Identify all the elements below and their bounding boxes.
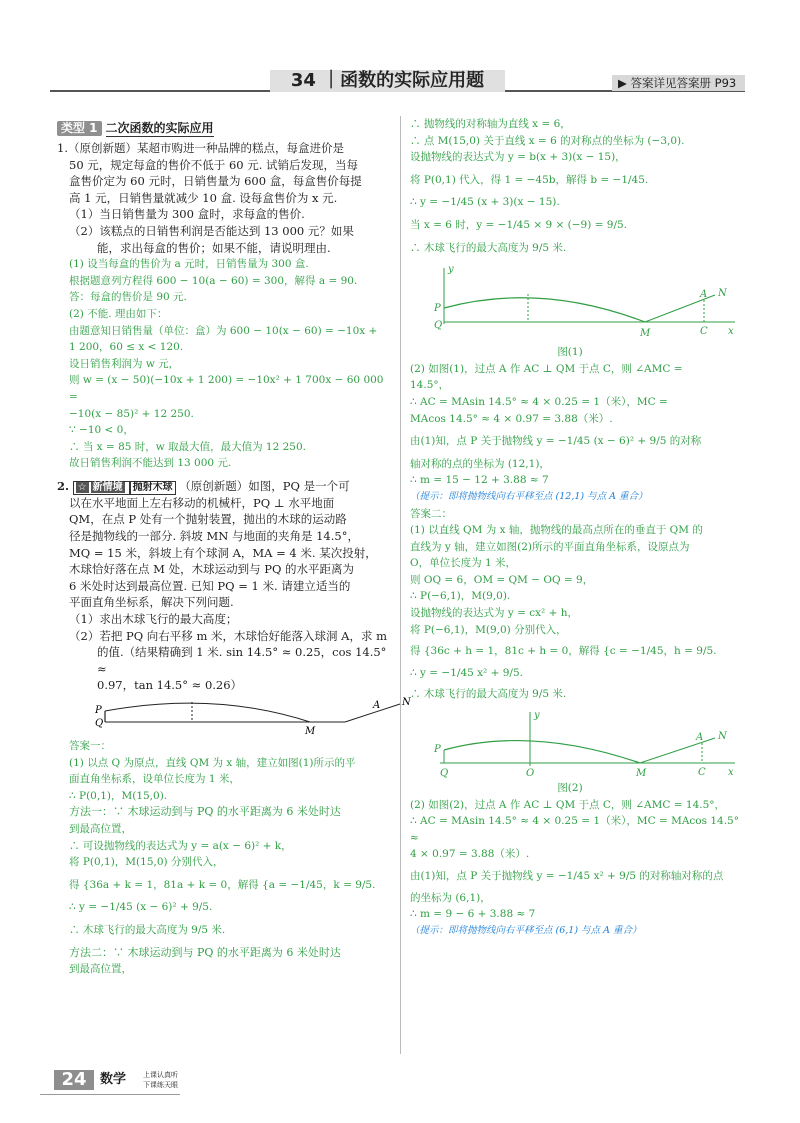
fig1-label-M: M: [640, 328, 651, 340]
footer-rule: [40, 1094, 180, 1095]
figure-2: [420, 708, 740, 780]
section-title: 二次函数的实际应用: [105, 121, 214, 135]
answer-2-continued: ∴ 抛物线的对称轴为直线 x = 6， ∴ 点 M(15,0) 关于直线 x = 6 的对称点的坐标为 (−3,0). 设抛物线的表达式为 y = b(x + 3)(x − 15)， 将 P(0,1) 代入，得 1 = −45b，解得 b = −1/45. ∴ y = −1/45 (x + 3)(x − 15). 当 x = 6 时，y = −1/45 × 9 × (−9) = 9/5. ∴ 木球飞行的最大高度为 9/5 米.: [410, 118, 685, 254]
column-divider: [400, 116, 401, 1054]
topic-badge: 抛射木球: [130, 481, 176, 495]
label-Q: Q: [95, 718, 104, 729]
fig2-label-y: y: [534, 710, 540, 722]
answer-2-part2: (2) 如图(1)，过点 A 作 AC ⊥ QM 于点 C，则 ∠AMC = 14.5°， ∴ AC = MAsin 14.5° ≈ 4 × 0.25 = 1（米），MC = MAcos 14.5° ≈ 4 × 0.97 = 3.88（米）. 由(1)知，点 P 关于抛物线 y = −1/45 (x − 6)² + 9/5 的对称 轴对称的点的坐标为 (12,1)， ∴ m = 15 − 12 + 3.88 ≈ 7 （提示：即将抛物线向右平移至点 (12,1) 与点 A 重合）: [410, 362, 702, 502]
answer-2-alternative: 答案二： (1) 以直线 QM 为 x 轴，抛物线的最高点所在的垂直于 QM 的 直线为 y 轴，建立如图(2)所示的平面直角坐标系，设原点为 O，单位长度为 1 米， 则 OQ = 6，OM = QM − OQ = 9， ∴ P(−6,1)，M(9,0). 设抛物线的表达式为 y = cx² + h， 将 P(−6,1)，M(9,0) 分别代入， 得 {36c + h = 1，81c + h = 0，解得 {c = −1/45，h = 9/5. ∴ y = −1/45 x² + 9/5. ∴ 木球飞行的最大高度为 9/5 米.: [410, 507, 717, 701]
fig2-label-C: C: [698, 767, 706, 779]
answer-reference: ▶ 答案详见答案册 P93: [612, 75, 745, 91]
section-heading: [57, 121, 214, 136]
fig2-label-A: A: [696, 732, 704, 744]
fig1-label-N: N: [718, 288, 727, 300]
answer-2-alternative-part2: (2) 如图(2)，过点 A 作 AC ⊥ QM 于点 C，则 ∠AMC = 14.5°， ∴ AC = MAsin 14.5° ≈ 4 × 0.25 = 1（米），MC = MAcos 14.5° ≈ 4 × 0.97 = 3.88（米）. 由(1)知，点 P 关于抛物线 y = −1/45 x² + 9/5 的对称轴对称的点 的坐标为 (6,1)， ∴ m = 9 − 6 + 3.88 ≈ 7 （提示：即将抛物线向右平移至点 (6,1) 与点 A 重合）: [410, 798, 739, 936]
figure-1: [420, 262, 740, 344]
subject-label: 数学: [100, 1072, 127, 1087]
answer-1: (1) 设当每盒的售价为 a 元时，日销售量为 300 盒. 根据题意列方程得 600 − 10(a − 60) = 300，解得 a = 90. 答：每盒的售价是 90 元. (2) 不能. 理由如下： 由题意知日销售量（单位：盒）为 600 − 10(x − 60) = −10x + 1 200，60 ≤ x < 120. 设日销售利润为 w 元， 则 w = (x − 50)(−10x + 1 200) = −10x² + 1 700x − 60 000 = −10(x − 85)² + 12 250. ∵ −10 < 0， ∴ 当 x = 85 时，w 取最大值，最大值为 12 250. 故日销售利润不能达到 13 000 元.: [69, 258, 384, 470]
fig2-label-x: x: [728, 767, 734, 779]
label-N: N: [402, 697, 411, 708]
context-badge: ☆ 新情境: [73, 481, 130, 495]
problem-figure: [95, 696, 415, 738]
fig1-label-A: A: [700, 289, 708, 301]
left-column: [57, 140, 411, 978]
section-tag: 类型 1: [57, 121, 102, 136]
right-column: [410, 116, 748, 939]
question-2: 2. ☆ 新情境 抛射木球 （原创新题）如图，PQ 是一个可 以在水平地面上左右移动的机械杆，PQ ⊥ 水平地面 QM，在点 P 处有一个抛射装置，抛出的木球的运动路 径是抛物线的一部分. 斜坡 MN 与地面的夹角是 14.5°， MQ = 15 米，斜坡上有个球洞 A，MA = 4 米. 某次投射， 木球恰好落在点 M 处，木球运动到与 PQ 的水平距离为 6 米处时达到最高位置. 已知 PQ = 1 米. 请建立适当的 平面直角坐标系，解决下列问题. （1）求出木球飞行的最大高度； （2）若把 PQ 向右平移 m 米，木球恰好能落入球洞 A，求 m 的值.（结果精确到 1 米. sin 14.5° ≈ 0.25，cos 14.5° ≈ 0.97，tan 14.5° ≈ 0.26）: [57, 478, 388, 693]
page-title: 34 ｜函数的实际应用题: [270, 70, 505, 92]
fig1-label-y: y: [448, 264, 454, 276]
label-P: P: [95, 705, 102, 716]
page-number: 24: [54, 1070, 94, 1090]
fig2-label-O: O: [526, 768, 535, 780]
fig1-label-Q: Q: [434, 320, 443, 332]
figure-1-caption: 图(1): [557, 346, 583, 359]
fig2-label-P: P: [434, 744, 441, 756]
figure-2-caption: 图(2): [557, 782, 583, 795]
star-icon: ☆: [77, 481, 87, 493]
label-A: A: [373, 700, 381, 711]
fig1-label-C: C: [700, 326, 708, 338]
answer-2-method: 答案一： (1) 以点 Q 为原点，直线 QM 为 x 轴，建立如图(1)所示的平 面直角坐标系，设单位长度为 1 米， ∴ P(0,1)，M(15,0). 方法一：∵ 木球运动到与 PQ 的水平距离为 6 米处时达 到最高位置， ∴ 可设抛物线的表达式为 y = a(x − 6)² + k， 将 P(0,1)，M(15,0) 分别代入， 得 {36a + k = 1，81a + k = 0，解得 {a = −1/45，k = 9/5. ∴ y = −1/45 (x − 6)² + 9/5. ∴ 木球飞行的最大高度为 9/5 米. 方法二：∵ 木球运动到与 PQ 的水平距离为 6 米处时达 到最高位置，: [69, 740, 376, 976]
fig2-label-Q: Q: [440, 768, 449, 780]
fig2-label-N: N: [718, 731, 727, 743]
fig2-label-M: M: [636, 768, 647, 780]
fig1-label-x: x: [728, 326, 734, 338]
label-M: M: [305, 726, 316, 737]
footer-slogan: 上课认真听 下课练天眼: [143, 1071, 178, 1089]
question-1: 1.（原创新题）某超市购进一种品牌的糕点，每盒进价是 50 元，规定每盒的售价不低于 60 元. 试销后发现，当每 盒售价定为 60 元时，日销售量为 600 盒，每盒售价每提 高 1 元，日销售量就减少 10 盒. 设每盒售价为 x 元. （1）当日销售量为 300 盒时，求每盒的售价. （2）该糕点的日销售利润是否能达到 13 000 元？如果 能，求出每盒的售价；如果不能，请说明理由.: [57, 141, 362, 255]
fig1-label-P: P: [434, 303, 441, 315]
